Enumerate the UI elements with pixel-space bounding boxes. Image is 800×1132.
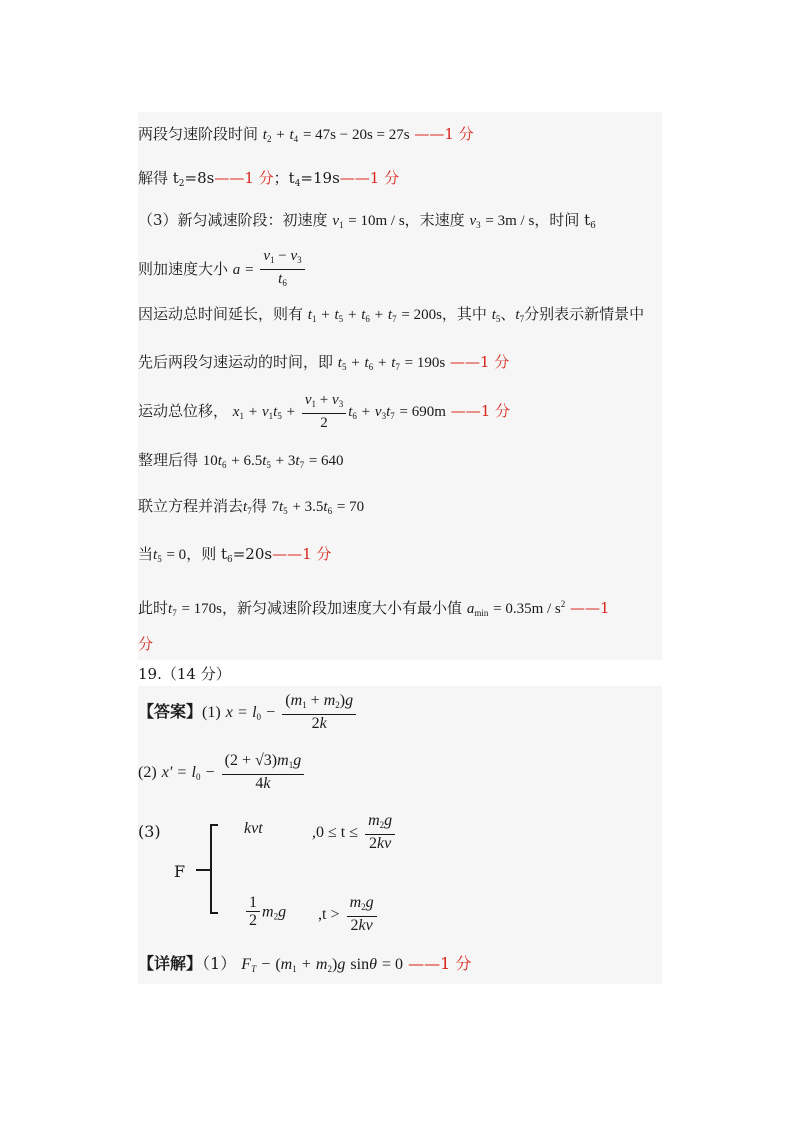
line-total-time: 因运动总时间延长，则有 $t_1 + t_5 + t_6 + t_7 = 200s$，其中 $t_5$、$t_7$分别表示新情景中: [138, 305, 645, 324]
answer-part-3-label: (3): [138, 822, 161, 841]
line-total-displacement: 运动总位移， $x_1 + v_1t_5$ + $\frac{v_1 + v_3}{2}$ $t_6 + v_3t_7 = 690m$ ——1 分: [138, 392, 510, 431]
line-solve-t2-t4: 解得 $t_2=8s——1$ 分；$t_4=19s——1$ 分: [138, 169, 400, 189]
line-eliminate-t7: 联立方程并消去$t_7$得 $7t_5 + 3.5t_6 = 70$: [138, 497, 365, 516]
fraction-case-2: $\frac{m_2g}{2kv}$: [347, 894, 377, 935]
line-new-deceleration-stage: （3）新匀减速阶段：初速度 $v_1 = 10m / s$，末速度 $v_3 = 3m / s$，时间 $t_6$: [138, 211, 596, 231]
piecewise-case-2: $\frac{1}{2}$ $m_2g$: [244, 894, 286, 930]
line-t5-zero: 当$t_5 = 0$，则 $t_6=20s——1$ 分: [138, 545, 332, 565]
fraction-answer-1: $\frac{(m_1 + m_2)g}{2k}$: [282, 692, 356, 733]
line-simplified-equation: 整理后得 $10t_6 + 6.5t_5 + 3t_7 = 640$: [138, 451, 344, 470]
line-minimum-acceleration: 此时$t_7 = 170s$，新匀减速阶段加速度大小有最小值 $a_{min} = 0.35m / s^2$ ——1: [138, 599, 610, 618]
score-wrap: 分: [138, 635, 154, 653]
question-19-header: 19.（14 分）: [138, 665, 231, 683]
line-uniform-time-sum: 先后两段匀速运动的时间，即 $t_5 + t_6 + t_7 = 190s$ ——1 分: [138, 353, 510, 372]
solution-panel-part-a: [138, 112, 662, 660]
answer-part-1: 【答案】(1) $x = l_0$ − $\frac{(m_1 + m_2)g}{2k}$: [138, 692, 358, 733]
fraction-case-1: $\frac{m_2g}{2kv}$: [365, 812, 395, 853]
line-two-uniform-stages: 两段匀速阶段时间 $t_2 + t_4 = 47s - 20s = 27s$ ——1 分: [138, 125, 474, 144]
force-symbol-F: F: [174, 862, 186, 881]
piecewise-case-2-condition: ,t > $\frac{m_2g}{2kv}$: [318, 894, 379, 935]
fraction-one-half: $\frac{1}{2}$: [246, 894, 260, 930]
score-mark: ——1 分: [414, 125, 474, 143]
line-acceleration-formula: 则加速度大小 a = $\frac{v_1 - v_3}{t_6}$: [138, 248, 307, 292]
piecewise-case-1: kvt: [244, 820, 263, 837]
answer-part-2: (2) $x' = l_0$ − $\frac{(2 + √3)m_1g}{4k}$: [138, 752, 306, 793]
piecewise-case-1-condition: ,0 ≤ t ≤ $\frac{m_2g}{2kv}$: [312, 812, 397, 853]
piecewise-brace: [210, 824, 212, 914]
fraction-answer-2: $\frac{(2 + √3)m_1g}{4k}$: [222, 752, 305, 793]
detail-part-1: 【详解】（1） $F_T - (m_1 + m_2)g$ sinθ = 0 ——1 分: [138, 954, 472, 974]
fraction-average-speed: $\frac{v_1 + v_3}{2}$: [302, 392, 346, 432]
fraction-acceleration: $\frac{v_1 - v_3}{t_6}$: [260, 248, 304, 292]
